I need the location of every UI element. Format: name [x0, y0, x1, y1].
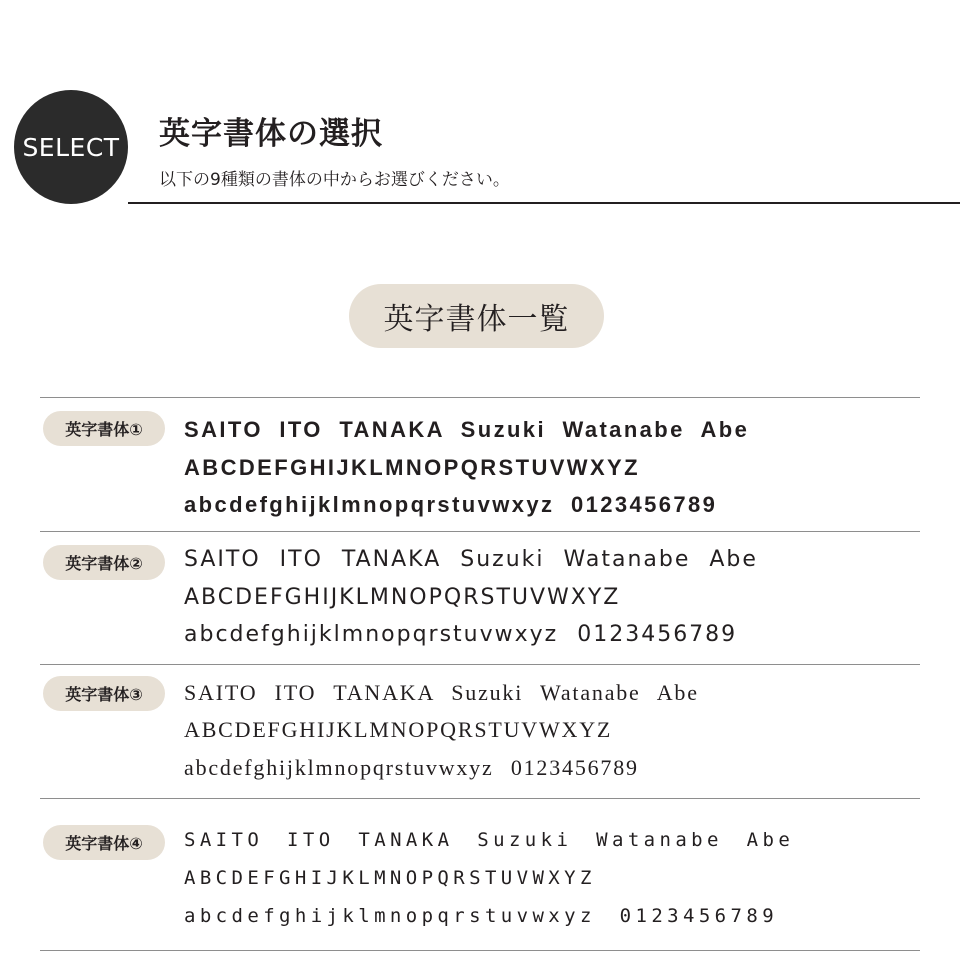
font-2-sample-line-1: SAITO ITO TANAKA Suzuki Watanabe Abe — [184, 547, 758, 572]
font-4-sample-line-1: SAITO ITO TANAKA Suzuki Watanabe Abe — [184, 829, 795, 851]
row-divider — [40, 397, 920, 398]
font-label-2: 英字書体② — [43, 545, 165, 580]
font-label-4: 英字書体④ — [43, 825, 165, 860]
row-divider — [40, 798, 920, 799]
font-4-sample-line-3: abcdefghijklmnopqrstuvwxyz 0123456789 — [184, 905, 779, 927]
font-1-sample-line-2: ABCDEFGHIJKLMNOPQRSTUVWXYZ — [184, 455, 640, 480]
font-1-sample-line-1: SAITO ITO TANAKA Suzuki Watanabe Abe — [184, 417, 750, 442]
font-3-sample-line-1: SAITO ITO TANAKA Suzuki Watanabe Abe — [184, 680, 699, 705]
select-badge: SELECT — [14, 90, 128, 204]
row-divider — [40, 531, 920, 532]
row-divider — [40, 950, 920, 951]
font-label-1: 英字書体① — [43, 411, 165, 446]
font-3-sample-line-3: abcdefghijklmnopqrstuvwxyz 0123456789 — [184, 755, 639, 780]
page-title: 英字書体の選択 — [159, 116, 383, 152]
font-1-sample-line-3: abcdefghijklmnopqrstuvwxyz 0123456789 — [184, 492, 718, 517]
font-2-sample-line-3: abcdefghijklmnopqrstuvwxyz 0123456789 — [184, 622, 738, 647]
font-3-sample-line-2: ABCDEFGHIJKLMNOPQRSTUVWXYZ — [184, 717, 613, 742]
font-list-title: 英字書体一覧 — [349, 284, 604, 348]
font-label-3: 英字書体③ — [43, 676, 165, 711]
font-2-sample-line-2: ABCDEFGHIJKLMNOPQRSTUVWXYZ — [184, 585, 621, 610]
section-header — [0, 0, 960, 210]
row-divider — [40, 664, 920, 665]
header-divider — [128, 202, 960, 204]
page-subtitle: 以下の9種類の書体の中からお選びください。 — [159, 170, 510, 190]
font-4-sample-line-2: ABCDEFGHIJKLMNOPQRSTUVWXYZ — [184, 867, 596, 889]
